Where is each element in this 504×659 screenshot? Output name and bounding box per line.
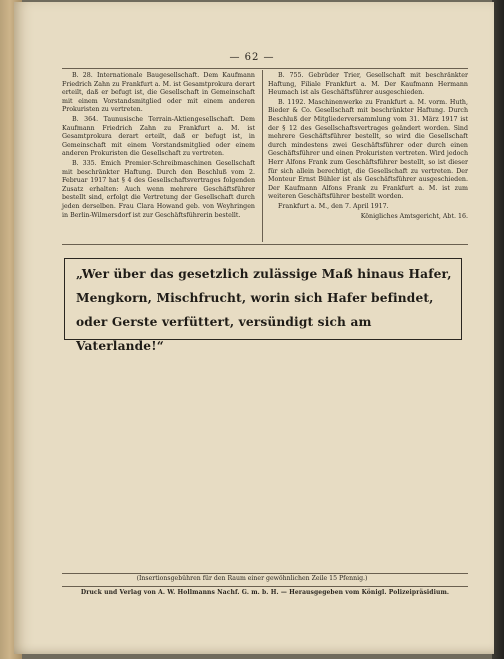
court-signature: Königliches Amtsgericht, Abt. 16.	[360, 212, 468, 220]
place-date: Frankfurt a. M., den 7. April 1917.	[278, 202, 389, 210]
register-entry: B. 1192. Maschinenwerke zu Frankfurt a. M. vorm. Huth, Bieder & Co. Gesellschaft mit beschränkter Haftung. Durch Beschluß der Mitgliederversammlung vom 31. März 1917 ist der § 12 des Gesellschaftsvertrages geändert worden. Sind mehrere Geschäftsführer bestellt, so wird die Gesellschaft durch mindestens zwei Geschäftsführer oder durch einen Geschäftsführer und einen Prokuristen vertreten. Wird jedoch Herr Alfons Frank zum Geschäftsführer bestellt, so ist dieser für sich allein berechtigt, die Gesellschaft zu vertreten. Der Monteur Ernst Bühler ist als Geschäftsführer ausgeschieden. Der Kaufmann Alfons Frank zu Frankfurt a. M. ist zum weiteren Geschäftsführer bestellt worden.	[268, 98, 468, 201]
register-entry: B. 335. Emich Premier-Schreibmaschinen Gesellschaft mit beschränkter Haftung. Durch den Beschluß vom 2. Februar 1917 hat § 4 des Gesellschaftsvertrages folgenden Zusatz erhalten: Auch wenn mehrere Geschäftsführer bestellt sind, erfolgt die Vertretung der Gesellschaft durch jeden derselben. Frau Clara Howand geb. von Weyhringen in Berlin-Wilmersdorf ist zur Geschäftsführerin bestellt.	[62, 159, 255, 219]
right-column	[268, 72, 468, 222]
bottom-rule-2	[62, 586, 468, 587]
register-entry: B. 364. Taunusische Terrain-Aktiengesellschaft. Dem Kaufmann Friedrich Zahn zu Frankfurt a. M. ist Gesamtprokura derart erteilt, daß er befugt ist, in Gemeinschaft mit einem Vorstandsmitglied oder einem anderen Prokuristen die Gesellschaft zu vertreten.	[62, 115, 255, 158]
left-column	[62, 72, 255, 221]
register-entry: B. 28. Internationale Baugesellschaft. Dem Kaufmann Friedrich Zahn zu Frankfurt a. M. ist Gesamtprokura derart erteilt, daß er befugt ist, die Gesellschaft in Gemeinschaft mit einem Vorstandsmitglied oder mit einem anderen Prokuristen zu vertreten.	[62, 72, 255, 114]
notice-text: „Wer über das gesetzlich zulässige Maß hinaus Hafer, Mengkorn, Mischfrucht, worin sich Hafer befindet, oder Gerste verfüttert, versündigt sich am Vaterlande!“	[76, 267, 452, 353]
top-rule	[62, 68, 468, 69]
page-number: — 62 —	[229, 52, 275, 63]
middle-rule	[62, 244, 468, 245]
bottom-rule	[62, 573, 468, 574]
register-entry: B. 755. Gebrüder Trier, Gesellschaft mit beschränkter Haftung, Filiale Frankfurt a. M. Der Kaufmann Hermann Heumach ist als Geschäftsführer ausgeschieden.	[268, 72, 468, 97]
imprint: Druck und Verlag von A. W. Hollmanns Nachf. G. m. b. H. — Herausgegeben vom Königl. Polizeipräsidium.	[80, 589, 450, 596]
column-divider	[262, 70, 263, 242]
fee-note: (Insertionsgebühren für den Raum einer gewöhnlichen Zeile 15 Pfennig.)	[136, 575, 368, 582]
